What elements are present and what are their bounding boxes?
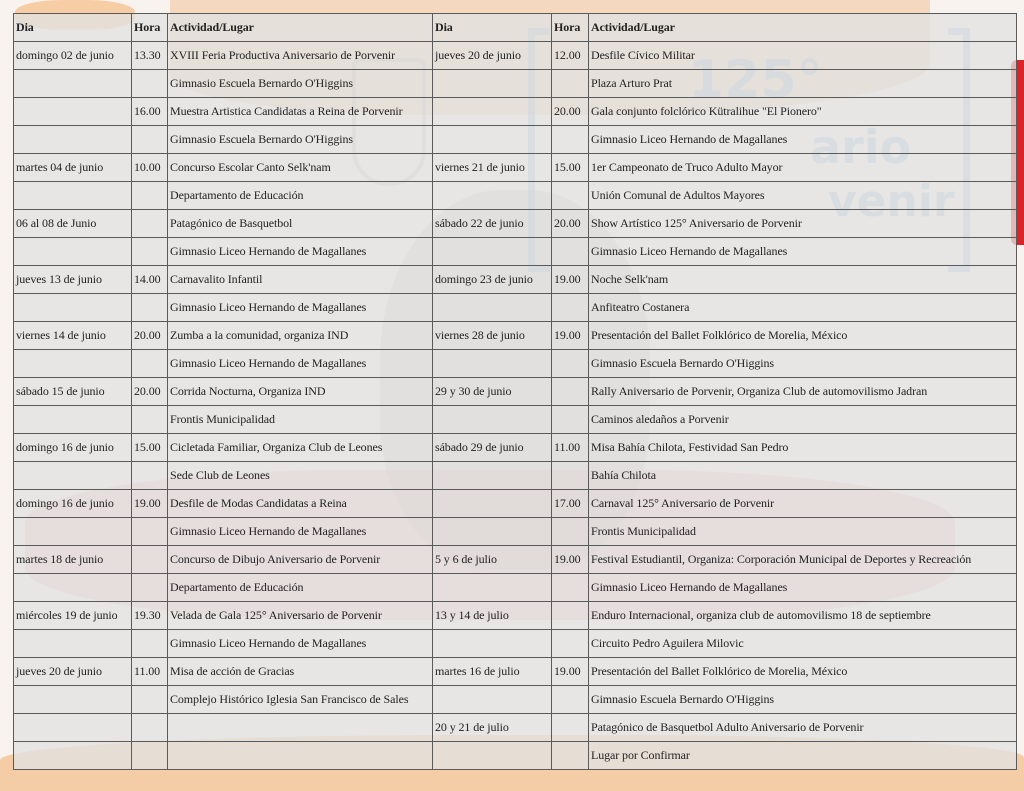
activity-place-cell: Desfile Cívico Militar	[589, 42, 1017, 70]
activity-place-cell: Carnavalito Infantil	[168, 266, 433, 294]
table-row	[14, 350, 1017, 378]
day-cell: 5 y 6 de julio	[433, 546, 552, 574]
header-activity-place: Actividad/Lugar	[168, 14, 433, 42]
time-cell: 19.00	[552, 266, 589, 294]
header-activity-place: Actividad/Lugar	[589, 14, 1017, 42]
day-cell: jueves 13 de junio	[14, 266, 132, 294]
time-cell: 16.00	[132, 98, 168, 126]
day-cell: 20 y 21 de julio	[433, 714, 552, 742]
header-time: Hora	[132, 14, 168, 42]
time-cell	[552, 630, 589, 658]
time-cell	[552, 686, 589, 714]
day-cell: viernes 14 de junio	[14, 322, 132, 350]
day-cell	[14, 406, 132, 434]
day-cell	[433, 574, 552, 602]
table-row	[14, 70, 1017, 98]
day-cell	[433, 238, 552, 266]
activity-place-cell	[168, 714, 433, 742]
time-cell	[552, 742, 589, 770]
day-cell: jueves 20 de junio	[433, 42, 552, 70]
day-cell	[433, 126, 552, 154]
time-cell	[132, 350, 168, 378]
time-cell	[552, 518, 589, 546]
table-row	[14, 182, 1017, 210]
time-cell	[552, 574, 589, 602]
activity-place-cell: Presentación del Ballet Folklórico de Morelia, México	[589, 322, 1017, 350]
time-cell: 19.00	[552, 322, 589, 350]
time-cell: 10.00	[132, 154, 168, 182]
activity-place-cell: Gimnasio Escuela Bernardo O'Higgins	[168, 126, 433, 154]
day-cell	[14, 350, 132, 378]
time-cell	[132, 126, 168, 154]
activity-place-cell	[168, 742, 433, 770]
activity-place-cell: Frontis Municipalidad	[168, 406, 433, 434]
activity-place-cell: Departamento de Educación	[168, 574, 433, 602]
table-row	[14, 378, 1017, 406]
activity-place-cell: Gimnasio Liceo Hernando de Magallanes	[589, 126, 1017, 154]
activity-place-cell: Gimnasio Escuela Bernardo O'Higgins	[589, 350, 1017, 378]
activity-place-cell: Gimnasio Liceo Hernando de Magallanes	[168, 350, 433, 378]
table-row	[14, 686, 1017, 714]
time-cell	[132, 630, 168, 658]
time-cell	[132, 462, 168, 490]
time-cell: 20.00	[132, 378, 168, 406]
time-cell	[132, 546, 168, 574]
activity-place-cell: Desfile de Modas Candidatas a Reina	[168, 490, 433, 518]
day-cell: sábado 22 de junio	[433, 210, 552, 238]
activity-place-cell: Rally Aniversario de Porvenir, Organiza Club de automovilismo Jadran	[589, 378, 1017, 406]
time-cell	[132, 70, 168, 98]
time-cell: 20.00	[552, 98, 589, 126]
day-cell	[14, 182, 132, 210]
table-row	[14, 42, 1017, 70]
time-cell: 19.00	[552, 546, 589, 574]
activity-place-cell: Gimnasio Liceo Hernando de Magallanes	[168, 518, 433, 546]
activity-place-cell: Caminos aledaños a Porvenir	[589, 406, 1017, 434]
day-cell	[14, 714, 132, 742]
time-cell	[132, 238, 168, 266]
table-row	[14, 266, 1017, 294]
time-cell	[132, 714, 168, 742]
day-cell	[433, 406, 552, 434]
time-cell	[552, 126, 589, 154]
activity-place-cell: Bahía Chilota	[589, 462, 1017, 490]
day-cell	[433, 350, 552, 378]
table-row	[14, 406, 1017, 434]
table-row	[14, 126, 1017, 154]
time-cell	[552, 294, 589, 322]
activity-place-cell: Misa Bahía Chilota, Festividad San Pedro	[589, 434, 1017, 462]
day-cell	[14, 742, 132, 770]
time-cell	[132, 294, 168, 322]
time-cell: 15.00	[132, 434, 168, 462]
activity-place-cell: Noche Selk'nam	[589, 266, 1017, 294]
time-cell	[132, 210, 168, 238]
activity-place-cell: Muestra Artistica Candidatas a Reina de Porvenir	[168, 98, 433, 126]
day-cell: 06 al 08 de Junio	[14, 210, 132, 238]
time-cell: 20.00	[552, 210, 589, 238]
time-cell	[552, 70, 589, 98]
time-cell	[552, 714, 589, 742]
header-day: Dia	[433, 14, 552, 42]
day-cell	[433, 462, 552, 490]
day-cell	[433, 98, 552, 126]
time-cell	[132, 406, 168, 434]
activity-place-cell: Misa de acción de Gracias	[168, 658, 433, 686]
day-cell	[433, 518, 552, 546]
day-cell: martes 18 de junio	[14, 546, 132, 574]
day-cell	[433, 70, 552, 98]
time-cell	[552, 378, 589, 406]
activity-place-cell: Gimnasio Escuela Bernardo O'Higgins	[589, 686, 1017, 714]
activity-place-cell: Gimnasio Liceo Hernando de Magallanes	[168, 630, 433, 658]
time-cell	[132, 686, 168, 714]
day-cell	[433, 294, 552, 322]
time-cell: 15.00	[552, 154, 589, 182]
activity-place-cell: XVIII Feria Productiva Aniversario de Porvenir	[168, 42, 433, 70]
time-cell: 19.00	[132, 490, 168, 518]
day-cell	[433, 182, 552, 210]
activity-place-cell: Presentación del Ballet Folklórico de Morelia, México	[589, 658, 1017, 686]
activity-place-cell: Frontis Municipalidad	[589, 518, 1017, 546]
day-cell	[433, 490, 552, 518]
day-cell: miércoles 19 de junio	[14, 602, 132, 630]
table-body	[14, 42, 1017, 770]
activity-place-cell: Enduro Internacional, organiza club de automovilismo 18 de septiembre	[589, 602, 1017, 630]
table-row	[14, 630, 1017, 658]
activity-place-cell: Gimnasio Liceo Hernando de Magallanes	[589, 574, 1017, 602]
table-row	[14, 490, 1017, 518]
time-cell: 11.00	[132, 658, 168, 686]
day-cell: domingo 16 de junio	[14, 434, 132, 462]
day-cell: domingo 16 de junio	[14, 490, 132, 518]
activity-place-cell: Gimnasio Liceo Hernando de Magallanes	[168, 238, 433, 266]
activity-place-cell: Anfiteatro Costanera	[589, 294, 1017, 322]
activity-place-cell: Corrida Nocturna, Organiza IND	[168, 378, 433, 406]
time-cell: 12.00	[552, 42, 589, 70]
header-time: Hora	[552, 14, 589, 42]
time-cell	[552, 182, 589, 210]
time-cell: 11.00	[552, 434, 589, 462]
time-cell	[132, 182, 168, 210]
table-row	[14, 210, 1017, 238]
activity-place-cell: Sede Club de Leones	[168, 462, 433, 490]
time-cell	[552, 406, 589, 434]
activity-place-cell: Patagónico de Basquetbol	[168, 210, 433, 238]
day-cell: martes 04 de junio	[14, 154, 132, 182]
time-cell	[552, 462, 589, 490]
activity-place-cell: Gimnasio Liceo Hernando de Magallanes	[589, 238, 1017, 266]
table-row	[14, 98, 1017, 126]
time-cell: 20.00	[132, 322, 168, 350]
time-cell	[132, 518, 168, 546]
activity-place-cell: Concurso de Dibujo Aniversario de Porvenir	[168, 546, 433, 574]
day-cell	[14, 70, 132, 98]
events-schedule-table	[13, 13, 1017, 770]
table-row	[14, 742, 1017, 770]
day-cell	[14, 574, 132, 602]
table-row	[14, 462, 1017, 490]
time-cell	[132, 742, 168, 770]
table-row	[14, 602, 1017, 630]
day-cell: domingo 02 de junio	[14, 42, 132, 70]
time-cell: 19.30	[132, 602, 168, 630]
day-cell: sábado 15 de junio	[14, 378, 132, 406]
activity-place-cell: Lugar por Confirmar	[589, 742, 1017, 770]
table-row	[14, 574, 1017, 602]
day-cell	[14, 126, 132, 154]
activity-place-cell: 1er Campeonato de Truco Adulto Mayor	[589, 154, 1017, 182]
time-cell	[552, 602, 589, 630]
time-cell	[132, 574, 168, 602]
activity-place-cell: Show Artístico 125° Aniversario de Porvenir	[589, 210, 1017, 238]
day-cell: sábado 29 de junio	[433, 434, 552, 462]
time-cell: 13.30	[132, 42, 168, 70]
day-cell: viernes 28 de junio	[433, 322, 552, 350]
day-cell	[433, 630, 552, 658]
activity-place-cell: Patagónico de Basquetbol Adulto Aniversario de Porvenir	[589, 714, 1017, 742]
table-row	[14, 546, 1017, 574]
activity-place-cell: Festival Estudiantil, Organiza: Corporación Municipal de Deportes y Recreación	[589, 546, 1017, 574]
day-cell: viernes 21 de junio	[433, 154, 552, 182]
time-cell: 17.00	[552, 490, 589, 518]
table-row	[14, 294, 1017, 322]
day-cell: martes 16 de julio	[433, 658, 552, 686]
activity-place-cell: Circuito Pedro Aguilera Milovic	[589, 630, 1017, 658]
activity-place-cell: Gimnasio Liceo Hernando de Magallanes	[168, 294, 433, 322]
day-cell: 29 y 30 de junio	[433, 378, 552, 406]
activity-place-cell: Carnaval 125° Aniversario de Porvenir	[589, 490, 1017, 518]
day-cell	[433, 742, 552, 770]
activity-place-cell: Concurso Escolar Canto Selk'nam	[168, 154, 433, 182]
time-cell: 14.00	[132, 266, 168, 294]
day-cell	[14, 518, 132, 546]
day-cell	[14, 98, 132, 126]
day-cell	[14, 686, 132, 714]
table-row	[14, 434, 1017, 462]
day-cell: jueves 20 de junio	[14, 658, 132, 686]
table-row	[14, 322, 1017, 350]
day-cell: 13 y 14 de julio	[433, 602, 552, 630]
day-cell: domingo 23 de junio	[433, 266, 552, 294]
activity-place-cell: Gala conjunto folclórico Kütralihue "El Pionero"	[589, 98, 1017, 126]
table-row	[14, 238, 1017, 266]
activity-place-cell: Velada de Gala 125° Aniversario de Porvenir	[168, 602, 433, 630]
day-cell	[433, 686, 552, 714]
activity-place-cell: Gimnasio Escuela Bernardo O'Higgins	[168, 70, 433, 98]
activity-place-cell: Plaza Arturo Prat	[589, 70, 1017, 98]
activity-place-cell: Unión Comunal de Adultos Mayores	[589, 182, 1017, 210]
activity-place-cell: Complejo Histórico Iglesia San Francisco de Sales	[168, 686, 433, 714]
table-row	[14, 658, 1017, 686]
day-cell	[14, 630, 132, 658]
table-row	[14, 714, 1017, 742]
activity-place-cell: Cicletada Familiar, Organiza Club de Leones	[168, 434, 433, 462]
time-cell	[552, 350, 589, 378]
table-row	[14, 154, 1017, 182]
day-cell	[14, 294, 132, 322]
day-cell	[14, 462, 132, 490]
activity-place-cell: Zumba a la comunidad, organiza IND	[168, 322, 433, 350]
header-day: Dia	[14, 14, 132, 42]
time-cell	[552, 238, 589, 266]
activity-place-cell: Departamento de Educación	[168, 182, 433, 210]
day-cell	[14, 238, 132, 266]
table-row	[14, 518, 1017, 546]
time-cell: 19.00	[552, 658, 589, 686]
table-header-row	[14, 14, 1017, 42]
